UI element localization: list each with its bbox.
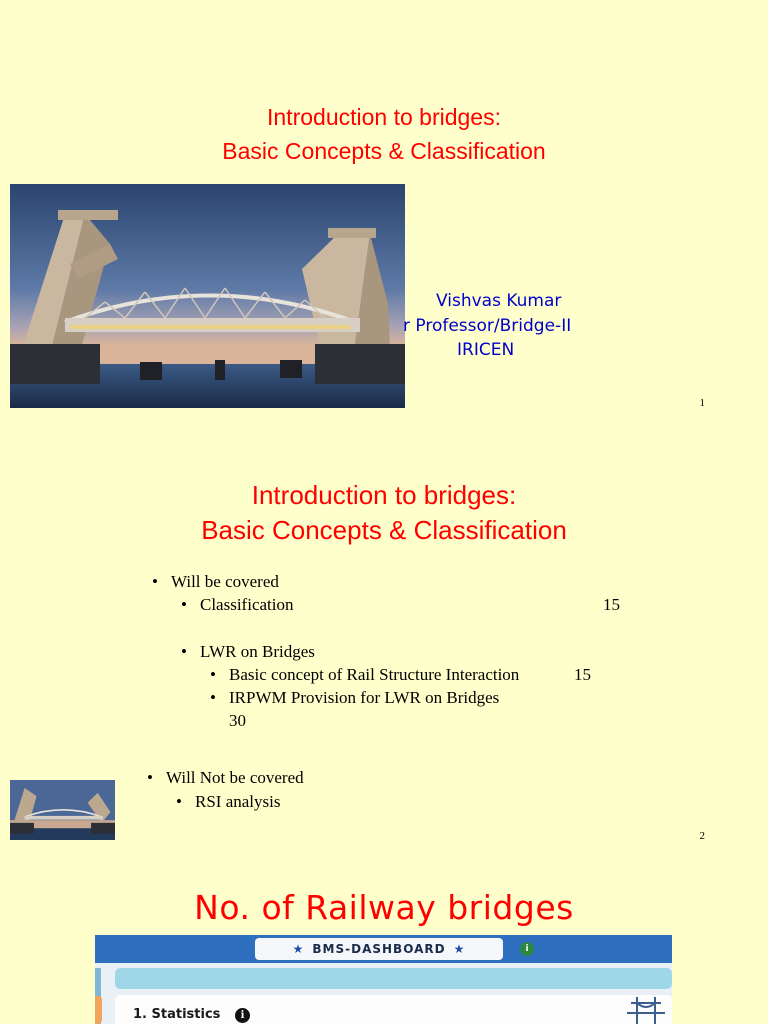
dashboard-orange-tab [95, 996, 102, 1024]
bullet-will-be-covered: • Will be covered [152, 572, 279, 591]
slide-2-title-line-2: Basic Concepts & Classification [201, 515, 567, 545]
bridge-photo [10, 184, 405, 408]
bullet-will-not-be-covered: • Will Not be covered [147, 768, 304, 787]
author-role: r Professor/Bridge-II [403, 316, 572, 336]
irpwm-value: 30 [229, 711, 246, 730]
bullet-rsi-analysis: • RSI analysis [176, 792, 281, 811]
dashboard-banner-label: BMS-DASHBOARD [312, 942, 446, 956]
bridge-icon [625, 993, 667, 1024]
statistics-label: 1. Statistics [133, 1007, 221, 1022]
bridge-thumbnail [10, 780, 115, 840]
bullet-rail-structure-interaction: • Basic concept of Rail Structure Interaction [210, 665, 520, 684]
bullet-irpwm-provision: • IRPWM Provision for LWR on Bridges [210, 688, 500, 707]
author-org: IRICEN [457, 340, 515, 360]
bullet-lwr-on-bridges: • LWR on Bridges [181, 642, 315, 661]
page-number-1: 1 [699, 397, 705, 409]
slide-2-title [0, 478, 768, 548]
page-number-2: 2 [699, 830, 705, 842]
star-icon: ★ [453, 942, 466, 956]
statistics-info-icon: i [235, 1008, 250, 1023]
author-name: Vishvas Kumar [436, 291, 562, 311]
dashboard-cyan-bar [115, 968, 672, 989]
slide-1-title-line-2: Basic Concepts & Classification [222, 138, 546, 164]
dashboard-banner [255, 938, 503, 960]
slide-1-title [0, 100, 768, 168]
slide-1 [0, 0, 768, 430]
slide-2 [0, 430, 768, 860]
bms-dashboard-screenshot [95, 935, 672, 1024]
star-icon: ★ [292, 942, 305, 956]
slide-1-title-line-1: Introduction to bridges: [267, 104, 501, 130]
bullet-classification: • Classification [181, 595, 294, 614]
slide-3 [0, 860, 768, 1024]
classification-value: 15 [603, 595, 620, 614]
rsi-value: 15 [574, 665, 591, 684]
slide-3-title: No. of Railway bridges [194, 888, 574, 927]
slide-2-title-line-1: Introduction to bridges: [251, 480, 517, 510]
info-icon: i [520, 942, 534, 956]
